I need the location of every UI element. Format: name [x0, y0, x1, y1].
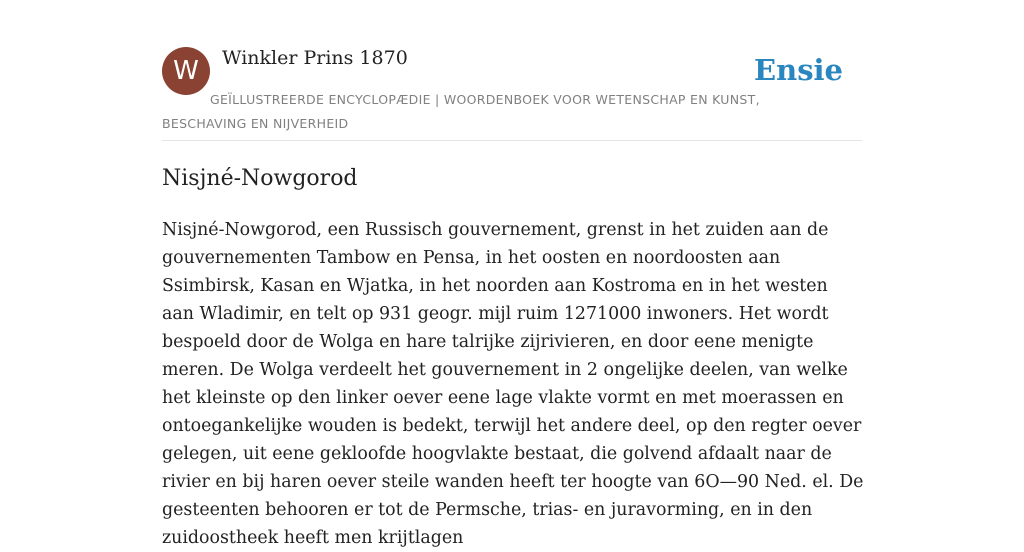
source-subtitle: GEÏLLUSTREERDE ENCYCLOPÆDIE | WOORDENBOEK VOOR WETENSCHAP EN KUNST, BESCHAVING EN NIJVERHEID: [162, 92, 760, 131]
source-avatar[interactable]: W: [162, 47, 210, 95]
source-title-link[interactable]: Winkler Prins 1870: [222, 47, 408, 69]
article-body: Nisjné-Nowgorod, een Russisch gouvernement, grenst in het zuiden aan de gouvernementen Tambow en Pensa, in het oosten en noordoosten aan Ssimbirsk, Kasan en Wjatka, in het noorden aan Kostroma en in het westen aan Wladimir, en telt op 931 geogr. mijl ruim 1271000 inwoners. Het wordt bespoeld door de Wolga en hare talrijke zijrivieren, en door eene menigte meren. De Wolga verdeelt het gouvernement in 2 ongelijke deelen, van welke het kleinste op den linker oever eene lage vlakte vormt en met moerassen en ontoegankelijke wouden is bedekt, terwijl het andere deel, op den regter oever gelegen, uit eene gekloofde hoogvlakte bestaat, die golvend afdaalt naar de rivier en bij haren oever steile wanden heeft ter hoogte van 6O—90 Ned. el. De gesteenten behooren er tot de Permsche, trias- en juravorming, en in den zuidoostheek heeft men krijtlagen: [162, 220, 864, 548]
article-title: Nisjné-Nowgorod: [162, 166, 358, 191]
source-header: [162, 46, 862, 141]
ensie-logo[interactable]: Ensie: [754, 53, 843, 87]
